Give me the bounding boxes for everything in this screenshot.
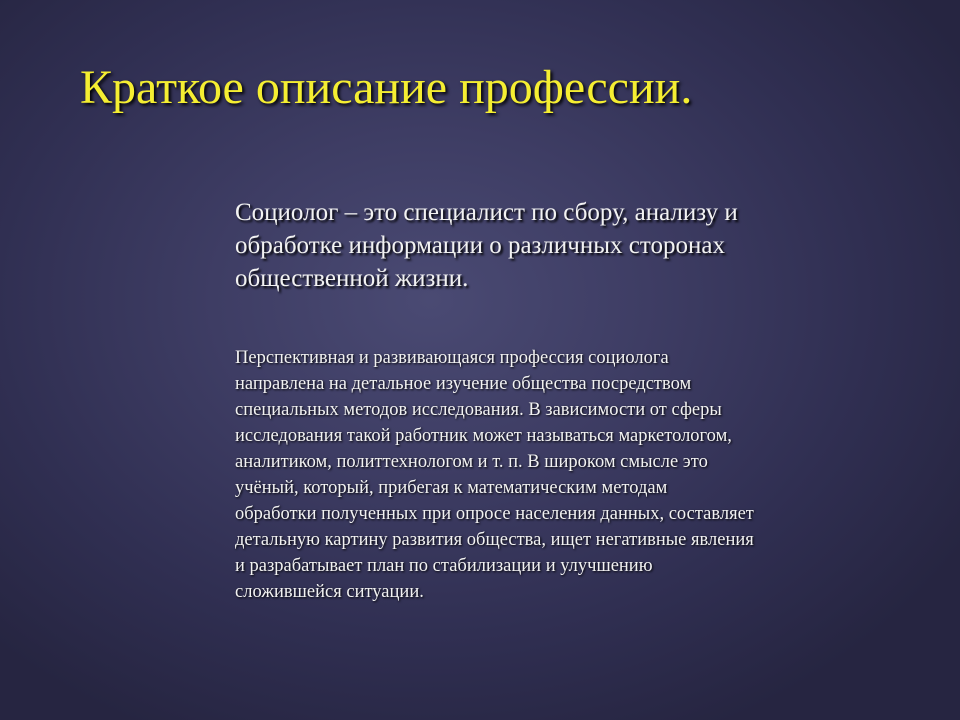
body-paragraph: Перспективная и развивающаяся профессия социолога направлена на детальное изучение общества посредством специальных методов исследования. В зависимости от сферы исследования такой работник может называться маркетологом, аналитиком, политтехнологом и т. п. В широком смысле это учёный, который, прибегая к математическим методам обработки полученных при опросе населения данных, составляет детальную картину развития общества, ищет негативные явления и разрабатывает план по стабилизации и улучшению сложившейся ситуации. — [235, 348, 754, 602]
slide-title: Краткое описание профессии. — [80, 61, 693, 114]
lead-paragraph: Социолог – это специалист по сбору, анализу и обработке информации о различных сторонах общественной жизни. — [235, 199, 738, 292]
